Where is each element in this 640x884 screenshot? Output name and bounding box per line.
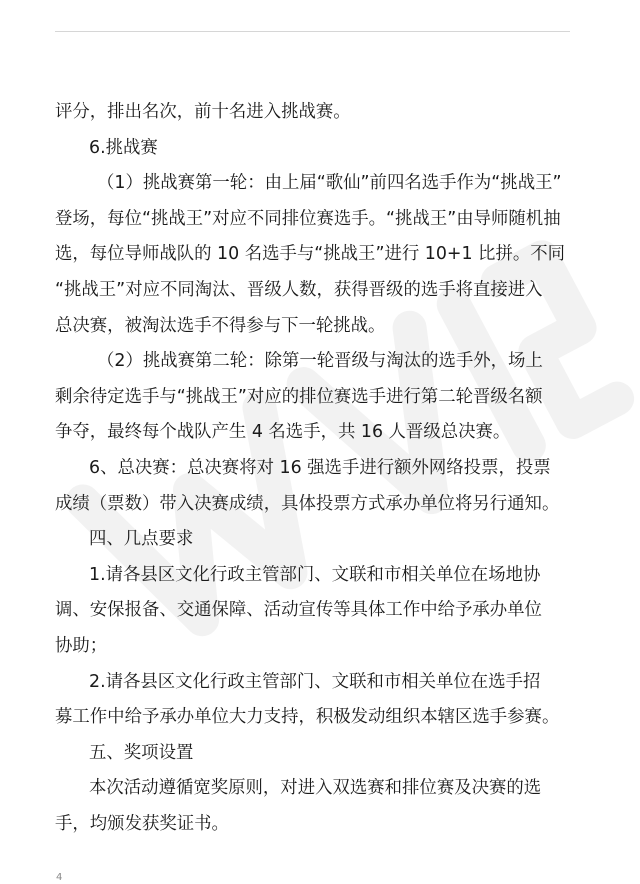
text-line: 剩余待定选手与“挑战王”对应的排位赛选手进行第二轮晋级名额 (55, 386, 543, 407)
text-line: 6、总决赛：总决赛将对 16 强选手进行额外网络投票，投票 (89, 457, 551, 478)
text-line: 登场，每位“挑战王”对应不同排位赛选手。“挑战王”由导师随机抽 (55, 208, 561, 229)
text-line: 募工作中给予承办单位大力支持，积极发动组织本辖区选手参赛。 (55, 707, 560, 728)
text-line: 总决赛，被淘汰选手不得参与下一轮挑战。 (55, 315, 386, 336)
text-line: 调、安保报备、交通保障、活动宣传等具体工作中给予承办单位 (55, 600, 542, 621)
page-number: 4 (56, 872, 63, 883)
text-line: 1.请各县区文化行政主管部门、文联和市相关单位在场地协 (89, 564, 541, 585)
text-line: 评分，排出名次，前十名进入挑战赛。 (55, 102, 351, 122)
text-line: “挑战王”对应不同淘汰、晋级人数，获得晋级的选手将直接进入 (55, 279, 543, 300)
text-line: （1）挑战赛第一轮：由上届“歌仙”前四名选手作为“挑战王” (97, 173, 562, 194)
text-line: 协助； (55, 635, 108, 656)
document-body (55, 95, 573, 842)
text-line: 手，均颁发获奖证书。 (55, 813, 229, 834)
text-line: 本次活动遵循宽奖原则，对进入双选赛和排位赛及决赛的选 (89, 778, 542, 799)
text-line: 四、几点要求 (89, 529, 194, 550)
text-line: 选，每位导师战队的 10 名选手与“挑战王”进行 10+1 比拼。不同 (55, 244, 566, 265)
text-line: （2）挑战赛第二轮：除第一轮晋级与淘汰的选手外，场上 (97, 351, 543, 372)
header-rule (55, 31, 570, 32)
text-line: 五、奖项设置 (89, 742, 194, 763)
text-line: 2.请各县区文化行政主管部门、文联和市相关单位在选手招 (89, 671, 541, 692)
text-line: 6.挑战赛 (89, 137, 158, 158)
text-line: 争夺，最终每个战队产生 4 名选手，共 16 人晋级总决赛。 (55, 422, 511, 443)
text-line: 成绩（票数）带入决赛成绩，具体投票方式承办单位将另行通知。 (55, 493, 560, 514)
